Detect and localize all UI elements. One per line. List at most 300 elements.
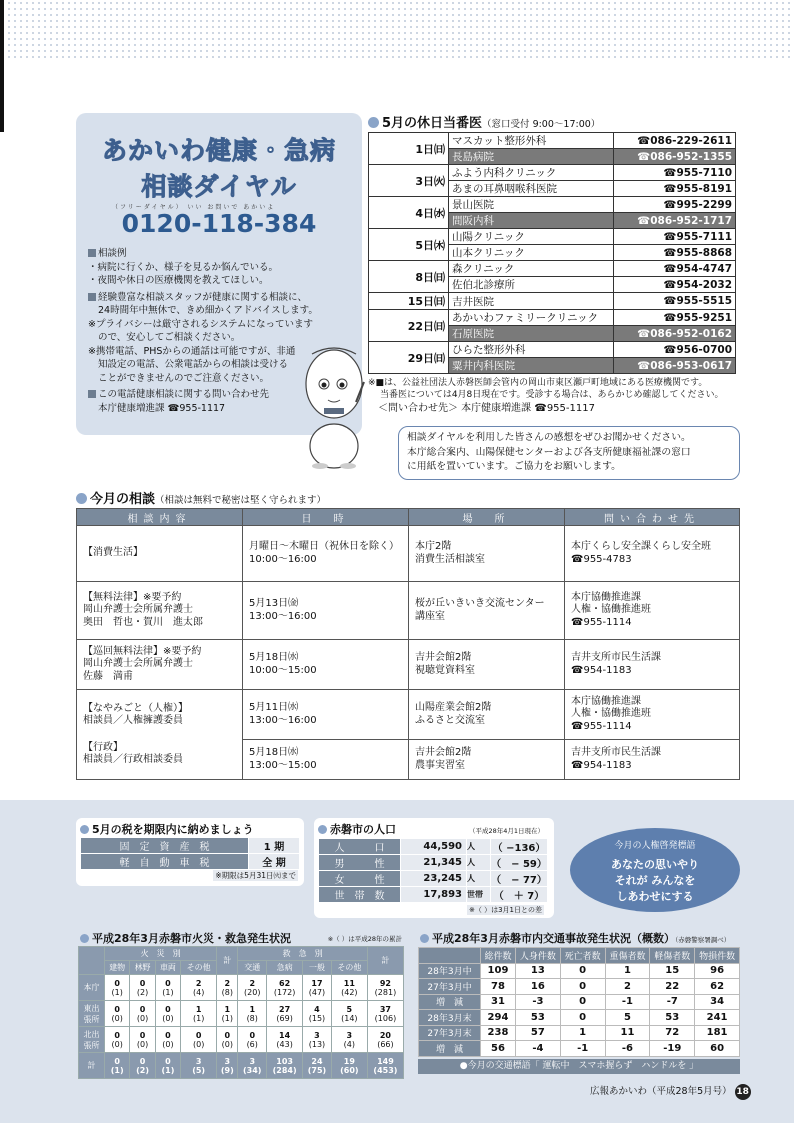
cell-value: 0 [114, 1004, 120, 1014]
table-cell: 5 [605, 1010, 650, 1026]
table-cell [155, 1027, 180, 1053]
table-cell: 人 口 [319, 839, 401, 855]
table-row [77, 582, 740, 640]
cell-line: 5月11日㈬ [249, 702, 299, 713]
population-heading-text: 赤磐市の人口 [330, 823, 396, 836]
table-cell: 1 [560, 1025, 605, 1041]
cell-line: ☎955-4783 [571, 553, 632, 565]
cell-line: 吉井会館2階 [415, 652, 472, 663]
table-cell [238, 1053, 267, 1079]
cell-cumulative: (1) [221, 1013, 233, 1023]
cell-cumulative: (0) [162, 1039, 174, 1049]
table-cell [238, 1027, 267, 1053]
table-cell [303, 1027, 332, 1053]
table-cell [243, 582, 409, 640]
footer-text: 広報あかいわ（平成28年5月号） [590, 1086, 732, 1097]
page-number: 18 [735, 1084, 751, 1100]
col-header: 急病 [267, 961, 303, 975]
table-cell: 世 帯 数 [319, 887, 401, 903]
col-header: 計 [217, 947, 238, 975]
cell-value: 1 [224, 1004, 231, 1014]
col-header: 重傷者数 [605, 948, 650, 964]
clinic-name: 山陽クリニック [449, 229, 614, 245]
table-cell: 23,245 [401, 871, 467, 887]
table-cell [130, 1027, 155, 1053]
cell-value: 11 [343, 978, 355, 988]
table-row [81, 838, 300, 854]
cell-value: 1 [249, 1004, 256, 1014]
table-cell [331, 975, 367, 1001]
table-cell [105, 1053, 130, 1079]
table-row [319, 871, 548, 887]
col-header [419, 948, 481, 964]
table-row [77, 526, 740, 582]
clinic-phone: ☎955-8868 [614, 245, 736, 261]
col-header: 林野 [130, 961, 155, 975]
population-note: ※（ ）は3月1日との差 [469, 906, 542, 914]
cell-cumulative: (34) [243, 1065, 262, 1075]
consult-heading [76, 488, 326, 507]
table-row [81, 854, 300, 870]
cell-value: 0 [139, 1056, 146, 1066]
cell-line: 吉井支所市民生活課 [571, 652, 661, 663]
table-cell [243, 526, 409, 582]
table-cell: 0 [560, 1010, 605, 1026]
table-cell: （ − 59） [491, 855, 548, 871]
clinic-name: 間阪内科 [449, 213, 614, 229]
table-cell: 60 [695, 1041, 740, 1057]
human-rights-slogan [570, 828, 740, 912]
table-row [419, 963, 740, 979]
row-label: 27年3月末 [419, 1025, 481, 1041]
table-row [369, 310, 736, 326]
hotline-title-2: 相談ダイヤル [141, 172, 297, 201]
col-header: 建物 [105, 961, 130, 975]
table-cell [217, 1053, 238, 1079]
clinic-name: マスカット整形外科 [449, 133, 614, 149]
holiday-heading [368, 112, 600, 131]
bullet-dot-icon [80, 934, 89, 943]
holiday-note [368, 377, 724, 415]
holiday-date: 8日㈰ [369, 261, 449, 293]
table-row [319, 839, 548, 855]
cell-cumulative: (1) [110, 1065, 124, 1075]
col-header: 軽傷者数 [650, 948, 695, 964]
table-cell [130, 1053, 155, 1079]
cell-line: ☎955-1114 [571, 616, 632, 628]
table-cell [155, 975, 180, 1001]
bullet-dot-icon [420, 934, 429, 943]
clinic-phone: ☎086-953-0617 [614, 358, 736, 374]
table-cell: 56 [481, 1041, 516, 1057]
table-cell: -4 [515, 1041, 560, 1057]
cell-line: ☎954-1183 [571, 759, 632, 771]
table-cell: 15 [650, 963, 695, 979]
clinic-phone: ☎086-952-1717 [614, 213, 736, 229]
table-cell: 294 [481, 1010, 516, 1026]
col-header: 人身件数 [515, 948, 560, 964]
table-row [419, 1025, 740, 1041]
bullet-dot-icon [368, 117, 379, 128]
table-row [369, 133, 736, 149]
table-cell [331, 1053, 367, 1079]
table-cell: 軽 自 動 車 税 [81, 854, 249, 870]
table-cell: （ − 77） [491, 871, 548, 887]
row-label: 計 [79, 1053, 105, 1079]
hotline-ex-head: 相談例 [98, 248, 127, 259]
cell-cumulative: (0) [136, 1039, 149, 1049]
table-cell: 固 定 資 産 税 [81, 838, 249, 854]
cell-cumulative: (4) [343, 1039, 355, 1049]
cell-line: 5月18日㈬ [249, 652, 299, 663]
cell-value: 19 [343, 1056, 355, 1066]
table-cell [243, 690, 409, 740]
table-cell: （ −136） [491, 839, 548, 855]
cell-value: 27 [279, 1004, 291, 1014]
holiday-date: 29日㈰ [369, 342, 449, 374]
cell-value: 0 [195, 1030, 202, 1040]
col-header: 相談内容 [77, 509, 243, 526]
consultation-table [76, 508, 740, 780]
cell-cumulative: (2) [136, 987, 149, 997]
tax-table [80, 837, 300, 870]
holiday-heading-sub: （窓口受付 9:00～17:00） [482, 119, 601, 130]
cell-value: 1 [195, 1004, 202, 1014]
tax-box [76, 818, 304, 886]
cell-line: 岡山弁護士会所属弁護士 [83, 658, 193, 670]
table-cell [303, 1053, 332, 1079]
table-cell: 62 [695, 979, 740, 995]
table-cell: 人 [467, 839, 491, 855]
table-cell [217, 1027, 238, 1053]
table-cell: 96 [695, 963, 740, 979]
hotline-title-1: あかいわ健康・急病 [101, 136, 336, 165]
cell-cumulative: (75) [307, 1065, 327, 1075]
table-cell: 44,590 [401, 839, 467, 855]
traffic-table [418, 947, 740, 1057]
footer [590, 1083, 751, 1100]
table-cell [331, 1001, 367, 1027]
slogan-line-1: あなたの思いやり [611, 858, 699, 871]
cell-cumulative: (9) [220, 1065, 234, 1075]
hotline-ex2: ・夜間や休日の医療機関を教えてほしい。 [88, 275, 269, 286]
cell-value: 3 [346, 1030, 353, 1040]
col-header: その他 [181, 961, 217, 975]
cell-cumulative: (69) [276, 1013, 293, 1023]
hotline-ex1: ・病院に行くか、様子を見るか悩んでいる。 [88, 261, 279, 273]
cell-value: 2 [224, 978, 231, 988]
col-header: 場 所 [409, 509, 565, 526]
cell-value: 0 [165, 1030, 171, 1040]
table-cell [367, 1053, 403, 1079]
cell-cumulative: (43) [276, 1039, 293, 1049]
table-cell: 11 [605, 1025, 650, 1041]
table-row [319, 855, 548, 871]
tax-heading [80, 821, 254, 837]
table-cell: 109 [481, 963, 516, 979]
table-cell [181, 1027, 217, 1053]
clinic-phone: ☎086-952-0162 [614, 326, 736, 342]
traffic-note: （赤磐警察署調べ） [674, 936, 731, 944]
table-row [419, 1010, 740, 1026]
cell-value: 24 [311, 1056, 323, 1066]
table-header-row [77, 509, 740, 526]
table-cell [77, 640, 243, 690]
clinic-name: 山本クリニック [449, 245, 614, 261]
table-cell [130, 975, 155, 1001]
cell-value: 2 [249, 978, 256, 988]
clinic-name: 景山医院 [449, 197, 614, 213]
table-cell: 241 [695, 1010, 740, 1026]
holiday-note-1: ※■は、公益社団法人赤磐医師会管内の岡山市東区瀬戸町地域にある医療機関です。 [368, 378, 708, 388]
clinic-name: 佐伯北診療所 [449, 277, 614, 293]
table-cell: 53 [650, 1010, 695, 1026]
table-cell [130, 1001, 155, 1027]
cell-value: 0 [249, 1030, 256, 1040]
holiday-note-2: 当番医については4月8日現在です。受診する場合は、あらかじめ確認してください。 [380, 390, 724, 400]
table-cell: 男 性 [319, 855, 401, 871]
fire-emergency-table [78, 946, 404, 1079]
table-cell [181, 1053, 217, 1079]
population-asof: （平成28年4月1日現在） [468, 827, 544, 835]
clinic-phone: ☎955-8191 [614, 181, 736, 197]
cell-cumulative: (5) [192, 1065, 206, 1075]
table-cell: 1 期 [249, 838, 300, 854]
table-cell: 人 [467, 855, 491, 871]
hotline-body [88, 247, 318, 415]
cell-cumulative: (15) [308, 1013, 326, 1023]
table-row [79, 1027, 404, 1053]
cell-value: 17 [311, 978, 323, 988]
holiday-date: 5日㈭ [369, 229, 449, 261]
cell-cumulative: (1) [161, 1065, 175, 1075]
table-row [79, 1053, 404, 1079]
cell-line: 農事実習室 [415, 759, 465, 771]
table-cell [565, 526, 740, 582]
cell-cumulative: (13) [308, 1039, 326, 1049]
table-cell: 21,345 [401, 855, 467, 871]
clinic-phone: ☎995-2299 [614, 197, 736, 213]
table-cell [105, 975, 130, 1001]
col-header: 日 時 [243, 509, 409, 526]
table-cell: -6 [605, 1041, 650, 1057]
clinic-phone: ☎086-952-1355 [614, 149, 736, 165]
table-cell [565, 582, 740, 640]
cell-line: 人権・協働推進班 [571, 604, 651, 616]
table-cell [565, 740, 740, 780]
cell-value: 62 [279, 978, 291, 988]
holiday-date: 22日㈰ [369, 310, 449, 342]
clinic-name: あかいわファミリークリニック [449, 310, 614, 326]
row-label: 東出張所 [79, 1001, 105, 1027]
bullet-dot-icon [318, 825, 327, 834]
clinic-phone: ☎955-7110 [614, 165, 736, 181]
hotline-p3a: ※携帯電話、PHSからの通話は可能ですが、非通 [88, 345, 296, 357]
cell-line: 岡山弁護士会所属弁護士 [83, 604, 193, 616]
table-cell: （ ＋ 7） [491, 887, 548, 903]
cell-value: 14 [279, 1030, 291, 1040]
col-header: 車両 [155, 961, 180, 975]
cell-value: 0 [114, 978, 120, 988]
cell-cumulative: (0) [111, 1039, 123, 1049]
bullet-dot-icon [76, 493, 87, 504]
traffic-heading-text: 平成28年3月赤磐市内交通事故発生状況（概数） [432, 932, 675, 945]
col-header: 物損件数 [695, 948, 740, 964]
cell-line: 吉井支所市民生活課 [571, 747, 661, 758]
cell-value: 92 [379, 978, 391, 988]
cell-value: 3 [314, 1030, 320, 1040]
table-cell [565, 640, 740, 690]
bubble-line-1: 相談ダイヤルを利用した皆さんの感想をぜひお聞かせください。 [407, 432, 691, 443]
table-cell [409, 740, 565, 780]
table-cell: -1 [605, 994, 650, 1010]
fire-heading-text: 平成28年3月赤磐市火災・救急発生状況 [92, 932, 291, 945]
table-cell [77, 690, 243, 780]
cell-value: 0 [165, 1004, 171, 1014]
table-cell: -7 [650, 994, 695, 1010]
cell-line: 【巡回無料法律】※要予約 [83, 645, 202, 657]
table-cell [267, 975, 303, 1001]
hotline-p1b: 24時間年中無休で、きめ細かくアドバイスします。 [98, 305, 318, 316]
table-cell [77, 582, 243, 640]
bullet-dot-icon [80, 825, 89, 834]
clinic-phone: ☎955-9251 [614, 310, 736, 326]
table-cell [267, 1027, 303, 1053]
cell-line: 佐藤 満甫 [83, 670, 133, 682]
corner-cell [79, 947, 105, 975]
hotline-p1a: 経験豊富な相談スタッフが健康に関する相談に、 [98, 291, 308, 303]
row-label: 27年3月中 [419, 979, 481, 995]
col-header: 交通 [238, 961, 267, 975]
cell-line: 10:00～15:00 [249, 664, 317, 676]
table-cell [217, 975, 238, 1001]
cell-value: 0 [114, 1056, 120, 1066]
table-cell: 16 [515, 979, 560, 995]
consult-heading-text: 今月の相談 [90, 492, 156, 507]
table-row [369, 165, 736, 181]
table-row [419, 948, 740, 964]
table-cell [243, 740, 409, 780]
row-label: 28年3月中 [419, 963, 481, 979]
holiday-inquiry: ＜問い合わせ先＞ 本庁健康増進課 ☎955-1117 [378, 403, 595, 414]
row-label: 28年3月末 [419, 1010, 481, 1026]
col-header: 総件数 [481, 948, 516, 964]
holiday-heading-text: 5月の休日当番医 [382, 116, 483, 131]
cell-value: 3 [249, 1056, 256, 1066]
cell-cumulative: (47) [308, 987, 326, 997]
cell-value: 0 [224, 1030, 231, 1040]
cell-line: 月曜日～木曜日（祝休日を除く） [249, 541, 399, 552]
table-row [77, 690, 740, 740]
table-row [369, 197, 736, 213]
table-row [419, 994, 740, 1010]
col-header: 救 急 別 [238, 947, 367, 961]
table-cell [409, 640, 565, 690]
table-row [369, 261, 736, 277]
cell-cumulative: (0) [111, 1013, 123, 1023]
table-cell: 全 期 [249, 854, 300, 870]
hotline-phone: 0120-118-384 [121, 209, 317, 238]
slogan-title: 今月の人権啓発標語 [614, 841, 696, 851]
tax-note: ※期限は5月31日㈫まで [215, 871, 296, 880]
table-row [79, 947, 404, 961]
holiday-date: 4日㈬ [369, 197, 449, 229]
cell-cumulative: (0) [192, 1039, 205, 1049]
table-row [369, 342, 736, 358]
clinic-name: 森クリニック [449, 261, 614, 277]
bubble-line-2: 本庁総合案内、山陽保健センターおよび各支所健康福祉課の窓口 [407, 446, 691, 458]
population-table [318, 838, 548, 903]
cell-cumulative: (0) [162, 1013, 174, 1023]
col-header: 問い合わせ先 [565, 509, 740, 526]
cell-cumulative: (20) [244, 987, 261, 997]
page-edge-bar [0, 0, 4, 132]
table-cell: 57 [515, 1025, 560, 1041]
clinic-phone: ☎955-7111 [614, 229, 736, 245]
table-cell [409, 526, 565, 582]
table-cell: 238 [481, 1025, 516, 1041]
cell-cumulative: (60) [340, 1065, 359, 1075]
clinic-name: あまの耳鼻咽喉科医院 [449, 181, 614, 197]
hotline-p2a: ※プライバシーは厳守されるシステムになっています [88, 318, 314, 330]
holiday-date: 1日㈰ [369, 133, 449, 165]
table-cell: -3 [515, 994, 560, 1010]
table-cell [267, 1001, 303, 1027]
cell-line: 奥田 哲也・賀川 進太郎 [83, 616, 203, 628]
cell-value: 0 [114, 1030, 120, 1040]
table-cell: 13 [515, 963, 560, 979]
table-cell: 女 性 [319, 871, 401, 887]
table-cell: 2 [605, 979, 650, 995]
cell-line: 13:00～15:00 [249, 759, 317, 771]
cell-line: 吉井会館2階 [415, 747, 472, 758]
table-row [369, 293, 736, 310]
cell-line: 桜が丘いきいき交流センター [415, 598, 545, 609]
cell-cumulative: (8) [246, 1013, 258, 1023]
table-row [79, 975, 404, 1001]
clinic-phone: ☎955-5515 [614, 293, 736, 310]
consult-heading-sub: （相談は無料で秘密は堅く守られます） [155, 495, 327, 506]
table-cell: 72 [650, 1025, 695, 1041]
cell-cumulative: (1) [162, 987, 174, 997]
table-cell: 【消費生活】 [77, 526, 243, 582]
table-cell: -19 [650, 1041, 695, 1057]
fire-emergency-box [76, 928, 406, 1078]
cell-line: 5月18日㈬ [249, 747, 299, 758]
table-cell [409, 582, 565, 640]
cell-line: 【なやみごと（人権）】 [83, 702, 188, 714]
cell-line: ふるさと交流室 [415, 714, 485, 726]
table-cell [217, 1001, 238, 1027]
cell-cumulative: (8) [221, 987, 233, 997]
table-row [79, 1001, 404, 1027]
cell-line: 講座室 [415, 610, 445, 622]
hotline-inq-head: この電話健康相談に関する問い合わせ先 [98, 389, 270, 400]
table-cell: 0 [560, 963, 605, 979]
cell-value: 20 [379, 1030, 391, 1040]
cell-cumulative: (2) [136, 1065, 149, 1075]
slogan-line-3: しあわせにする [616, 890, 694, 903]
cell-cumulative: (106) [374, 1013, 397, 1023]
table-cell [238, 1001, 267, 1027]
hotline-inq: 本庁健康増進課 ☎955-1117 [98, 402, 226, 414]
clinic-name: 石原医院 [449, 326, 614, 342]
cell-cumulative: (284) [272, 1065, 297, 1075]
table-cell [367, 1027, 403, 1053]
table-cell: 22 [650, 979, 695, 995]
clinic-name: ふよう内科クリニック [449, 165, 614, 181]
cell-cumulative: (0) [221, 1039, 233, 1049]
